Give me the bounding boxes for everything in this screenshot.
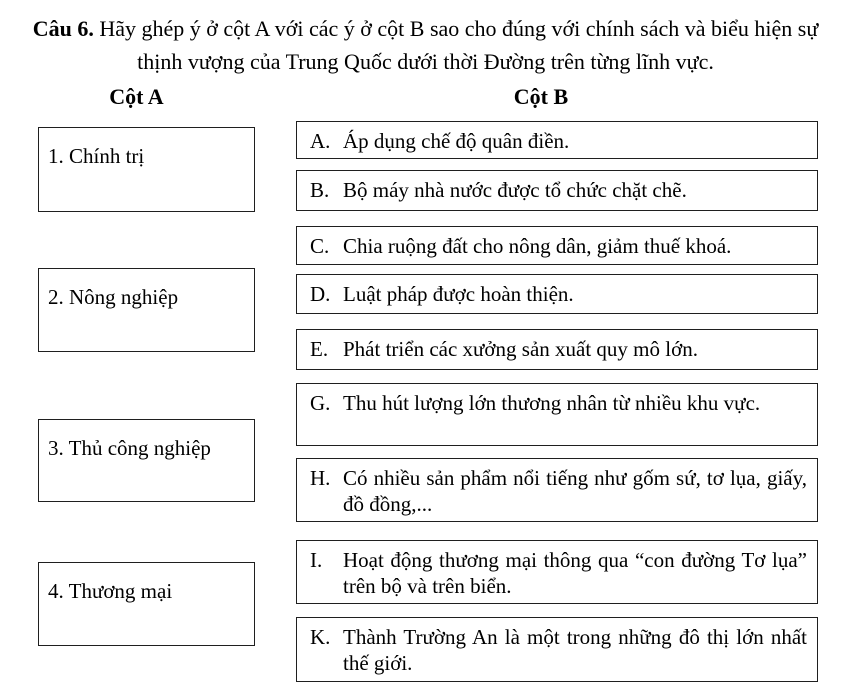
item-text: Chia ruộng đất cho nông dân, giảm thuế khoá.	[343, 234, 732, 258]
col-a-label-4: 4. Thương mại	[48, 579, 173, 603]
question-title	[30, 12, 821, 78]
col-b-box-H	[296, 458, 818, 522]
item-letter: C.	[310, 234, 330, 258]
col-a-box-1	[38, 127, 255, 212]
col-b-box-D	[296, 274, 818, 314]
column-b-header: Cột B	[513, 84, 569, 109]
item-letter: E.	[310, 337, 329, 361]
item-letter: D.	[310, 282, 331, 306]
col-b-box-C	[296, 226, 818, 265]
item-text: Thu hút lượng lớn thương nhân từ nhiều khu vực.	[343, 391, 761, 415]
item-text: Hoạt động thương mại thông qua “con đường Tơ lụa” trên bộ và trên biển.	[343, 548, 807, 598]
col-a-box-4	[38, 562, 255, 646]
col-b-box-K	[296, 617, 818, 682]
item-text: Có nhiều sản phẩm nổi tiếng như gốm sứ, tơ lụa, giấy, đồ đồng,...	[343, 466, 807, 516]
col-b-box-G	[296, 383, 818, 446]
item-letter: I.	[310, 548, 323, 572]
col-a-label-2: 2. Nông nghiệp	[48, 285, 179, 309]
item-letter: G.	[310, 391, 331, 415]
item-text: Phát triển các xưởng sản xuất quy mô lớn.	[343, 337, 698, 361]
question-number: Câu 6.	[32, 16, 94, 41]
item-text: Áp dụng chế độ quân điền.	[343, 129, 570, 153]
item-letter: K.	[310, 625, 331, 649]
question-prompt: Hãy ghép ý ở cột A với các ý ở cột B sao cho đúng với chính sách và biểu hiện sự thịnh vượng của Trung Quốc dưới thời Đường trên từng lĩnh vực.	[99, 16, 819, 74]
item-letter: A.	[310, 129, 331, 153]
col-a-box-3	[38, 419, 255, 502]
col-b-box-B	[296, 170, 818, 211]
col-b-box-I	[296, 540, 818, 604]
col-a-label-3: 3. Thủ công nghiệp	[48, 436, 211, 460]
item-letter: B.	[310, 178, 330, 202]
item-text: Thành Trường An là một trong những đô thị lớn nhất thế giới.	[343, 625, 807, 675]
col-a-label-1: 1. Chính trị	[48, 144, 145, 168]
item-text: Bộ máy nhà nước được tổ chức chặt chẽ.	[343, 178, 687, 202]
item-text: Luật pháp được hoàn thiện.	[343, 282, 574, 306]
col-b-box-E	[296, 329, 818, 370]
column-a-header: Cột A	[109, 84, 164, 109]
item-letter: H.	[310, 466, 331, 490]
col-b-box-A	[296, 121, 818, 159]
col-a-box-2	[38, 268, 255, 352]
